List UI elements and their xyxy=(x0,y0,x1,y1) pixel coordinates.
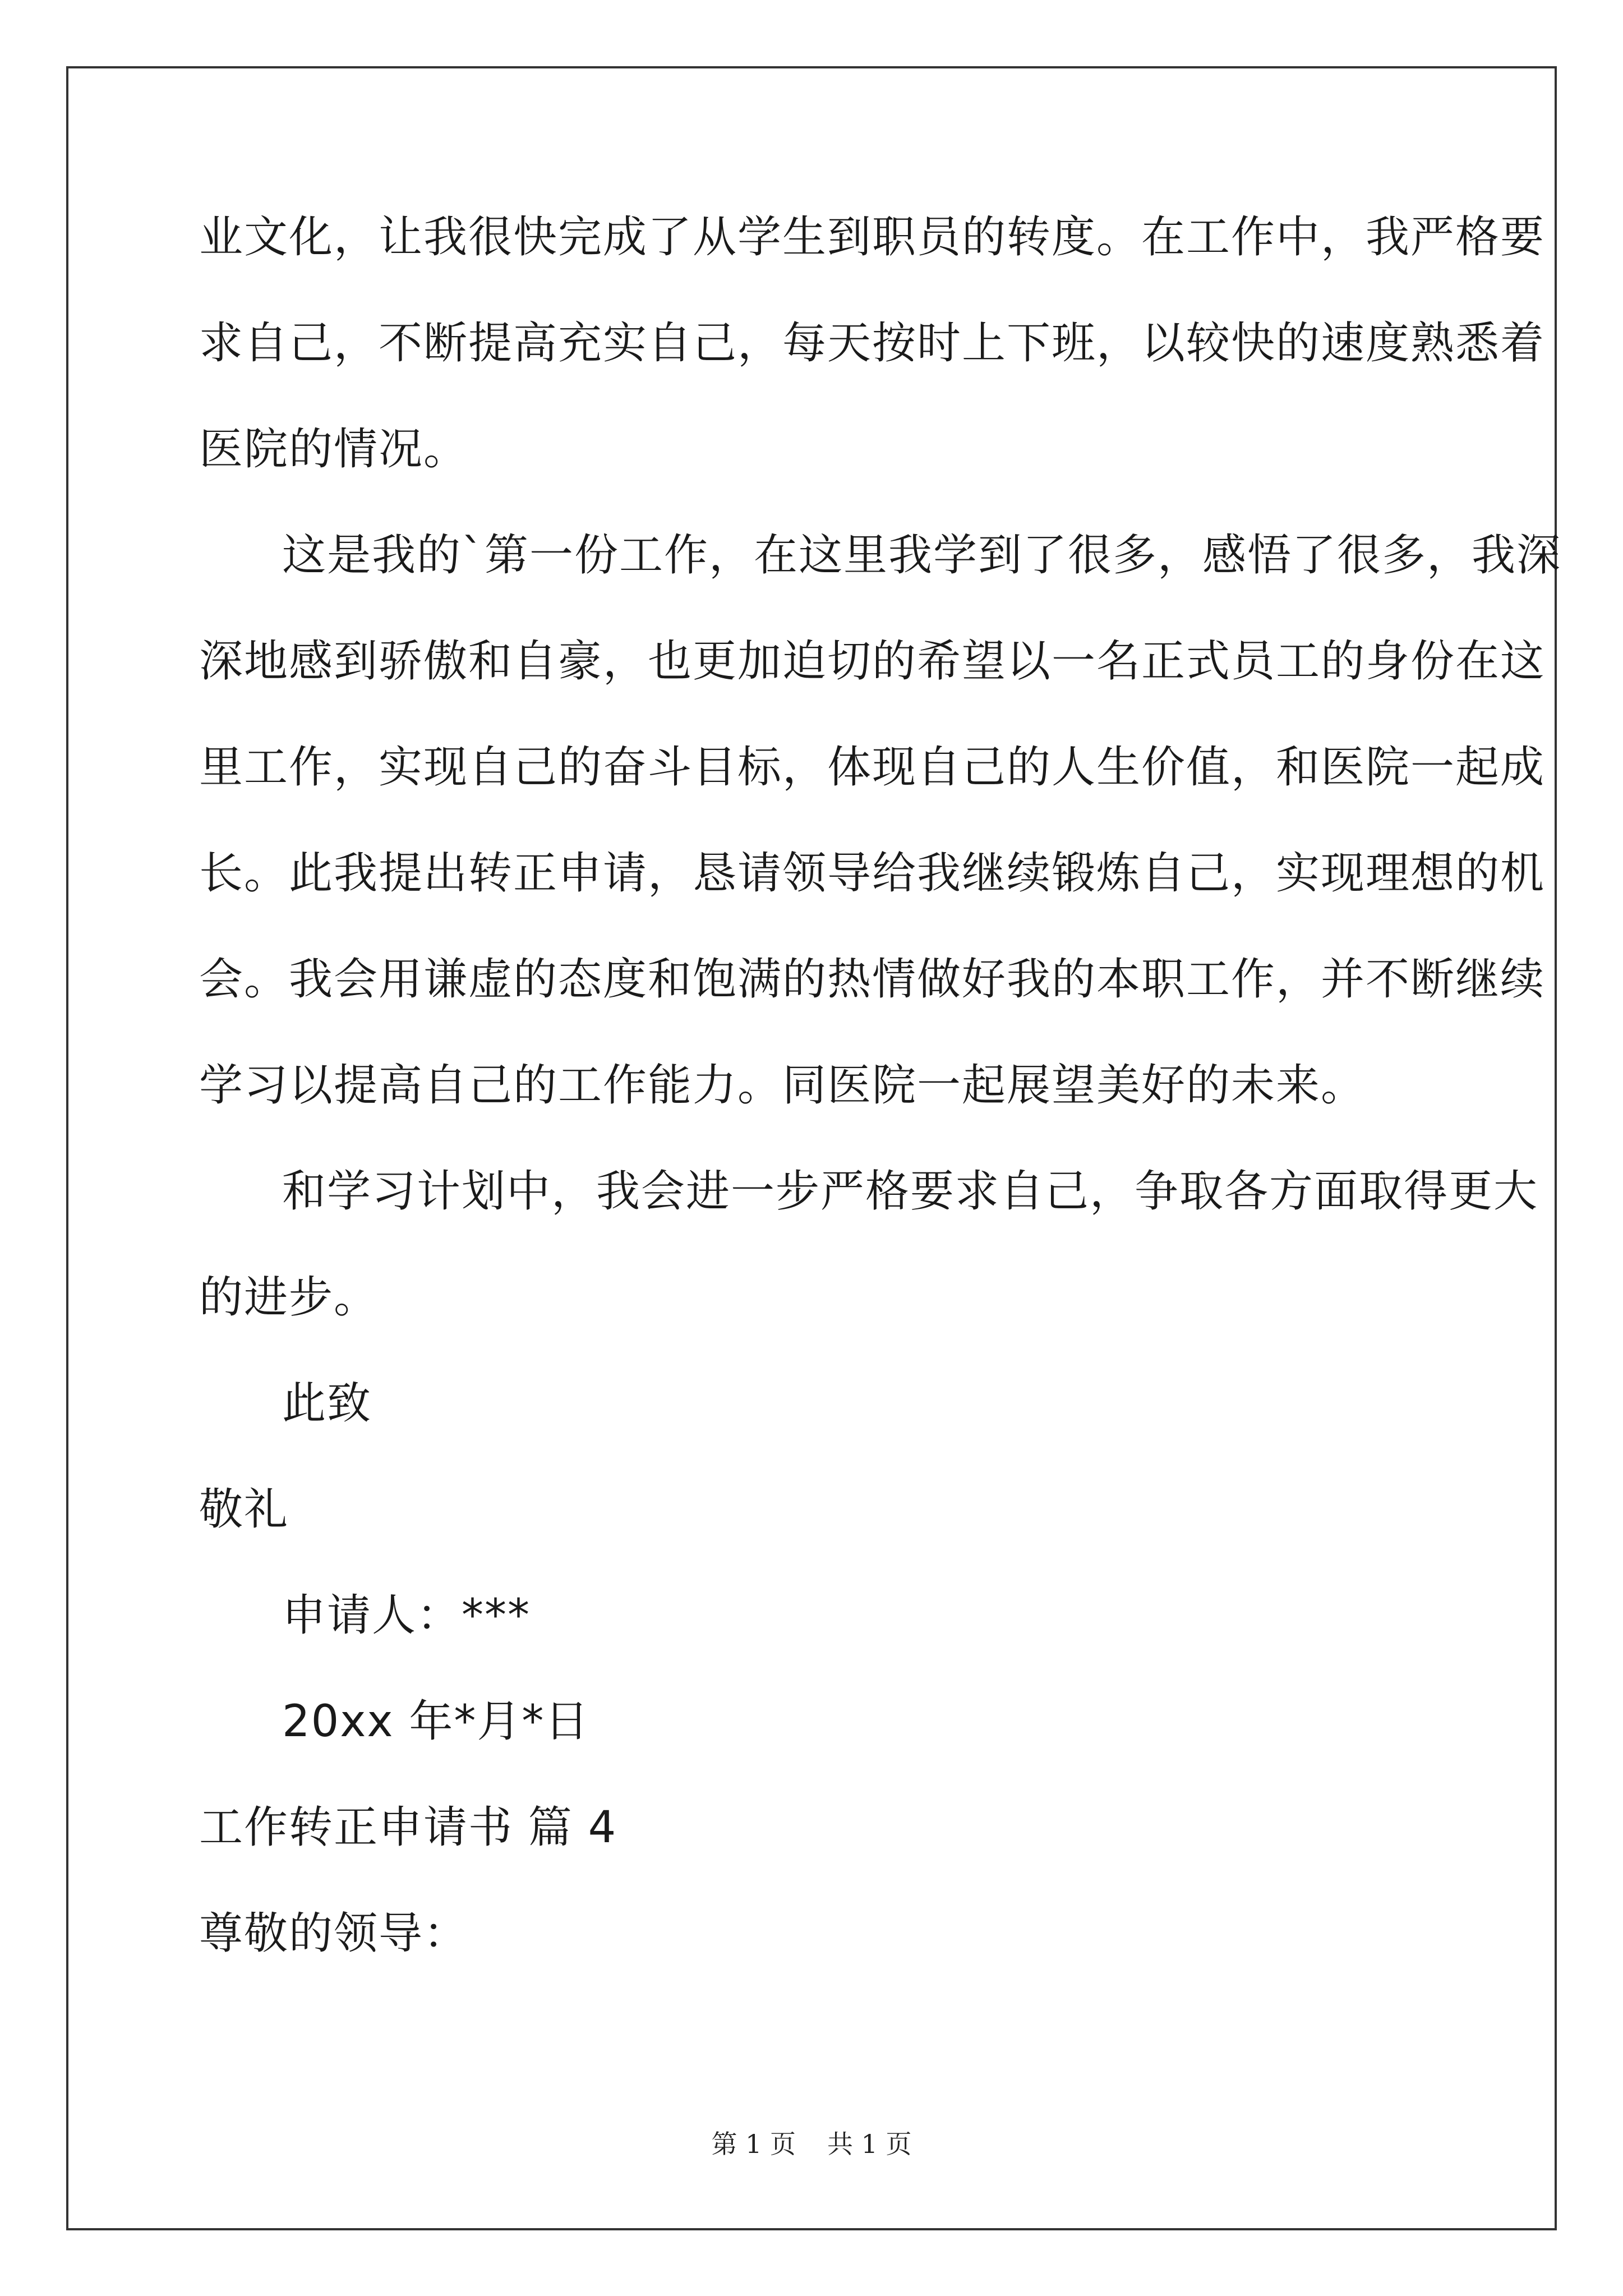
text-line: 和学习计划中，我会进一步严格要求自己，争取各方面取得更大 xyxy=(282,1166,1539,1217)
text-line: 里工作，实现自己的奋斗目标，体现自己的人生价值，和医院一起成 xyxy=(199,742,1546,793)
closing-regards: 敬礼 xyxy=(199,1484,289,1535)
closing-salutation: 此致 xyxy=(282,1378,372,1429)
text-line: 求自己，不断提高充实自己，每天按时上下班，以较快的速度熟悉着 xyxy=(199,318,1546,369)
text-line: 深地感到骄傲和自豪，也更加迫切的希望以一名正式员工的身份在这 xyxy=(199,636,1546,687)
text-line: 医院的情况。 xyxy=(199,424,469,475)
text-line: 的进步。 xyxy=(199,1272,379,1323)
text-line: 会。我会用谦虚的态度和饱满的热情做好我的本职工作，并不断继续 xyxy=(199,954,1546,1005)
applicant-signature: 申请人：*** xyxy=(282,1590,531,1641)
text-line: 长。此我提出转正申请，恳请领导给我继续锻炼自己，实现理想的机 xyxy=(199,848,1546,899)
greeting: 尊敬的领导： xyxy=(199,1908,469,1959)
document-date: 20xx 年*月*日 xyxy=(282,1696,590,1747)
document-body xyxy=(199,210,1562,2013)
page-number-total: 共 1 页 xyxy=(827,2129,912,2159)
page-number-current: 第 1 页 xyxy=(711,2129,796,2159)
text-line: 业文化，让我很快完成了从学生到职员的转度。在工作中，我严格要 xyxy=(199,212,1546,263)
text-line: 学习以提高自己的工作能力。同医院一起展望美好的未来。 xyxy=(199,1060,1366,1111)
section-title: 工作转正申请书 篇 4 xyxy=(199,1802,617,1853)
text-line: 这是我的`第一份工作，在这里我学到了很多，感悟了很多，我深 xyxy=(282,530,1562,581)
page-footer xyxy=(0,2127,1623,2161)
